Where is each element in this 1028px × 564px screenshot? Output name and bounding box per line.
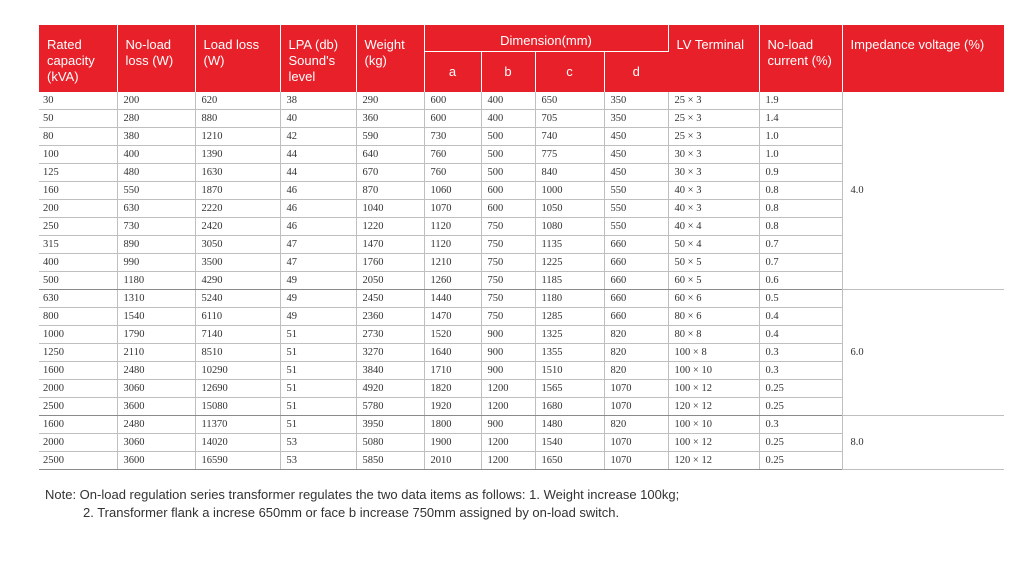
- cell-lpa: 49: [280, 307, 356, 325]
- cell-dim-c: 1050: [535, 199, 604, 217]
- cell-dim-d: 450: [604, 127, 668, 145]
- cell-lpa: 42: [280, 127, 356, 145]
- cell-dim-d: 1070: [604, 379, 668, 397]
- cell-load-loss: 1390: [195, 145, 280, 163]
- cell-dim-d: 660: [604, 253, 668, 271]
- cell-lv-terminal: 100 × 10: [668, 415, 759, 433]
- header-lpa: LPA (db) Sound's level: [280, 25, 356, 92]
- cell-rated-capacity: 500: [39, 271, 117, 289]
- cell-dim-a: 1120: [424, 235, 481, 253]
- cell-rated-capacity: 2500: [39, 397, 117, 415]
- cell-rated-capacity: 315: [39, 235, 117, 253]
- header-load-loss: Load loss (W): [195, 25, 280, 92]
- cell-lv-terminal: 100 × 8: [668, 343, 759, 361]
- cell-dim-b: 1200: [481, 379, 535, 397]
- cell-load-loss: 1210: [195, 127, 280, 145]
- cell-dim-b: 600: [481, 181, 535, 199]
- cell-dim-a: 600: [424, 109, 481, 127]
- cell-dim-c: 1225: [535, 253, 604, 271]
- cell-no-load-loss: 550: [117, 181, 195, 199]
- cell-dim-c: 1285: [535, 307, 604, 325]
- cell-no-load-current: 1.4: [759, 109, 842, 127]
- cell-dim-c: 705: [535, 109, 604, 127]
- cell-rated-capacity: 630: [39, 289, 117, 307]
- cell-weight: 3840: [356, 361, 424, 379]
- cell-no-load-loss: 1310: [117, 289, 195, 307]
- cell-lpa: 46: [280, 181, 356, 199]
- cell-rated-capacity: 1600: [39, 361, 117, 379]
- cell-dim-a: 1820: [424, 379, 481, 397]
- cell-dim-b: 500: [481, 163, 535, 181]
- cell-dim-b: 900: [481, 325, 535, 343]
- cell-no-load-current: 1.0: [759, 145, 842, 163]
- cell-dim-b: 750: [481, 271, 535, 289]
- cell-no-load-loss: 2110: [117, 343, 195, 361]
- cell-no-load-current: 0.7: [759, 235, 842, 253]
- cell-dim-a: 760: [424, 145, 481, 163]
- cell-lpa: 53: [280, 433, 356, 451]
- cell-dim-c: 1510: [535, 361, 604, 379]
- cell-dim-c: 1000: [535, 181, 604, 199]
- cell-lv-terminal: 100 × 10: [668, 361, 759, 379]
- cell-dim-c: 1540: [535, 433, 604, 451]
- cell-lv-terminal: 60 × 5: [668, 271, 759, 289]
- header-dim-a: a: [424, 51, 481, 92]
- cell-load-loss: 5240: [195, 289, 280, 307]
- cell-dim-b: 750: [481, 289, 535, 307]
- cell-dim-b: 1200: [481, 433, 535, 451]
- cell-dim-a: 1800: [424, 415, 481, 433]
- cell-no-load-loss: 890: [117, 235, 195, 253]
- cell-no-load-loss: 1790: [117, 325, 195, 343]
- cell-impedance-voltage: 8.0: [842, 415, 1004, 469]
- cell-lv-terminal: 30 × 3: [668, 145, 759, 163]
- cell-lv-terminal: 25 × 3: [668, 92, 759, 110]
- cell-no-load-current: 0.3: [759, 361, 842, 379]
- cell-lv-terminal: 25 × 3: [668, 109, 759, 127]
- footnote-line-2: 2. Transformer flank a increse 650mm or face b increase 750mm assigned by on-load switch.: [83, 505, 620, 520]
- cell-rated-capacity: 250: [39, 217, 117, 235]
- cell-weight: 2360: [356, 307, 424, 325]
- cell-lv-terminal: 100 × 12: [668, 379, 759, 397]
- cell-weight: 2050: [356, 271, 424, 289]
- cell-no-load-current: 1.0: [759, 127, 842, 145]
- cell-no-load-current: 0.4: [759, 325, 842, 343]
- cell-weight: 870: [356, 181, 424, 199]
- cell-no-load-current: 0.8: [759, 199, 842, 217]
- cell-load-loss: 6110: [195, 307, 280, 325]
- cell-weight: 3270: [356, 343, 424, 361]
- cell-no-load-loss: 3060: [117, 433, 195, 451]
- cell-dim-a: 760: [424, 163, 481, 181]
- cell-no-load-loss: 2480: [117, 415, 195, 433]
- cell-dim-d: 350: [604, 92, 668, 110]
- cell-lpa: 47: [280, 235, 356, 253]
- cell-load-loss: 2420: [195, 217, 280, 235]
- cell-no-load-loss: 3060: [117, 379, 195, 397]
- table-row: [39, 92, 1004, 110]
- cell-lv-terminal: 120 × 12: [668, 397, 759, 415]
- cell-dim-b: 900: [481, 361, 535, 379]
- cell-weight: 1470: [356, 235, 424, 253]
- cell-dim-b: 500: [481, 127, 535, 145]
- cell-rated-capacity: 30: [39, 92, 117, 110]
- cell-dim-d: 450: [604, 163, 668, 181]
- cell-lpa: 51: [280, 343, 356, 361]
- cell-dim-c: 1680: [535, 397, 604, 415]
- cell-impedance-voltage: 4.0: [842, 92, 1004, 290]
- cell-dim-a: 1060: [424, 181, 481, 199]
- cell-dim-d: 550: [604, 181, 668, 199]
- cell-dim-a: 2010: [424, 451, 481, 469]
- cell-load-loss: 2220: [195, 199, 280, 217]
- cell-dim-c: 1080: [535, 217, 604, 235]
- cell-lv-terminal: 80 × 6: [668, 307, 759, 325]
- cell-lpa: 51: [280, 397, 356, 415]
- cell-dim-c: 1480: [535, 415, 604, 433]
- cell-load-loss: 1630: [195, 163, 280, 181]
- cell-dim-d: 660: [604, 307, 668, 325]
- cell-load-loss: 15080: [195, 397, 280, 415]
- cell-lpa: 38: [280, 92, 356, 110]
- cell-lv-terminal: 50 × 5: [668, 253, 759, 271]
- cell-dim-b: 600: [481, 199, 535, 217]
- cell-dim-c: 775: [535, 145, 604, 163]
- cell-dim-b: 750: [481, 217, 535, 235]
- cell-weight: 2450: [356, 289, 424, 307]
- cell-dim-b: 400: [481, 109, 535, 127]
- cell-dim-d: 660: [604, 271, 668, 289]
- cell-load-loss: 3500: [195, 253, 280, 271]
- header-dimension: Dimension(mm): [424, 25, 668, 51]
- cell-dim-b: 750: [481, 307, 535, 325]
- cell-lv-terminal: 30 × 3: [668, 163, 759, 181]
- cell-no-load-current: 0.8: [759, 217, 842, 235]
- cell-rated-capacity: 125: [39, 163, 117, 181]
- cell-dim-b: 500: [481, 145, 535, 163]
- cell-dim-b: 1200: [481, 451, 535, 469]
- cell-dim-d: 820: [604, 415, 668, 433]
- cell-dim-d: 550: [604, 199, 668, 217]
- table-row: [39, 415, 1004, 433]
- cell-rated-capacity: 50: [39, 109, 117, 127]
- cell-lpa: 44: [280, 145, 356, 163]
- cell-rated-capacity: 2000: [39, 433, 117, 451]
- cell-rated-capacity: 400: [39, 253, 117, 271]
- cell-weight: 590: [356, 127, 424, 145]
- cell-lpa: 46: [280, 199, 356, 217]
- cell-lv-terminal: 50 × 4: [668, 235, 759, 253]
- cell-dim-b: 1200: [481, 397, 535, 415]
- cell-weight: 5080: [356, 433, 424, 451]
- cell-dim-a: 1440: [424, 289, 481, 307]
- cell-no-load-current: 0.7: [759, 253, 842, 271]
- cell-lpa: 46: [280, 217, 356, 235]
- cell-dim-b: 750: [481, 253, 535, 271]
- cell-dim-a: 1210: [424, 253, 481, 271]
- cell-rated-capacity: 200: [39, 199, 117, 217]
- cell-dim-b: 400: [481, 92, 535, 110]
- cell-rated-capacity: 1600: [39, 415, 117, 433]
- cell-lpa: 40: [280, 109, 356, 127]
- cell-load-loss: 7140: [195, 325, 280, 343]
- cell-dim-b: 900: [481, 415, 535, 433]
- cell-rated-capacity: 1000: [39, 325, 117, 343]
- cell-rated-capacity: 1250: [39, 343, 117, 361]
- cell-no-load-current: 0.3: [759, 415, 842, 433]
- cell-lv-terminal: 100 × 12: [668, 433, 759, 451]
- cell-rated-capacity: 160: [39, 181, 117, 199]
- cell-weight: 1220: [356, 217, 424, 235]
- cell-dim-d: 1070: [604, 433, 668, 451]
- cell-lpa: 51: [280, 325, 356, 343]
- cell-lv-terminal: 80 × 8: [668, 325, 759, 343]
- header-rated-capacity: Rated capacity (kVA): [39, 25, 117, 92]
- cell-lpa: 51: [280, 361, 356, 379]
- cell-dim-a: 1900: [424, 433, 481, 451]
- cell-dim-a: 1710: [424, 361, 481, 379]
- cell-load-loss: 4290: [195, 271, 280, 289]
- transformer-spec-table: [39, 25, 1004, 470]
- cell-load-loss: 12690: [195, 379, 280, 397]
- cell-no-load-current: 0.5: [759, 289, 842, 307]
- cell-weight: 1760: [356, 253, 424, 271]
- cell-dim-d: 1070: [604, 451, 668, 469]
- cell-load-loss: 11370: [195, 415, 280, 433]
- cell-load-loss: 1870: [195, 181, 280, 199]
- cell-weight: 670: [356, 163, 424, 181]
- cell-no-load-loss: 3600: [117, 451, 195, 469]
- cell-dim-a: 1120: [424, 217, 481, 235]
- cell-dim-d: 660: [604, 235, 668, 253]
- cell-rated-capacity: 80: [39, 127, 117, 145]
- header-dim-c: c: [535, 51, 604, 92]
- cell-lv-terminal: 40 × 4: [668, 217, 759, 235]
- header-weight: Weight (kg): [356, 25, 424, 92]
- cell-no-load-current: 0.4: [759, 307, 842, 325]
- cell-dim-c: 1565: [535, 379, 604, 397]
- cell-lpa: 51: [280, 415, 356, 433]
- cell-weight: 360: [356, 109, 424, 127]
- cell-weight: 2730: [356, 325, 424, 343]
- header-lv-terminal: LV Terminal: [668, 25, 759, 92]
- cell-no-load-loss: 480: [117, 163, 195, 181]
- cell-rated-capacity: 2000: [39, 379, 117, 397]
- cell-no-load-loss: 630: [117, 199, 195, 217]
- cell-rated-capacity: 800: [39, 307, 117, 325]
- cell-load-loss: 8510: [195, 343, 280, 361]
- cell-dim-c: 1325: [535, 325, 604, 343]
- cell-weight: 290: [356, 92, 424, 110]
- cell-impedance-voltage: 6.0: [842, 289, 1004, 415]
- cell-no-load-current: 0.25: [759, 433, 842, 451]
- header-no-load-loss: No-load loss (W): [117, 25, 195, 92]
- cell-dim-d: 450: [604, 145, 668, 163]
- cell-dim-c: 840: [535, 163, 604, 181]
- cell-lpa: 49: [280, 271, 356, 289]
- cell-weight: 1040: [356, 199, 424, 217]
- spec-table-container: [39, 25, 1004, 470]
- cell-dim-a: 1070: [424, 199, 481, 217]
- cell-lpa: 51: [280, 379, 356, 397]
- cell-no-load-current: 0.9: [759, 163, 842, 181]
- cell-no-load-current: 0.25: [759, 379, 842, 397]
- cell-dim-a: 1260: [424, 271, 481, 289]
- cell-dim-b: 750: [481, 235, 535, 253]
- cell-dim-d: 820: [604, 361, 668, 379]
- cell-dim-c: 1185: [535, 271, 604, 289]
- cell-no-load-current: 1.9: [759, 92, 842, 110]
- cell-no-load-loss: 400: [117, 145, 195, 163]
- cell-no-load-loss: 730: [117, 217, 195, 235]
- header-no-load-current: No-load current (%): [759, 25, 842, 92]
- cell-no-load-loss: 200: [117, 92, 195, 110]
- cell-dim-c: 1180: [535, 289, 604, 307]
- footnote: [45, 486, 1005, 522]
- cell-dim-d: 660: [604, 289, 668, 307]
- cell-dim-b: 900: [481, 343, 535, 361]
- cell-weight: 3950: [356, 415, 424, 433]
- cell-dim-d: 820: [604, 343, 668, 361]
- cell-dim-c: 740: [535, 127, 604, 145]
- cell-dim-a: 1640: [424, 343, 481, 361]
- cell-dim-c: 650: [535, 92, 604, 110]
- cell-rated-capacity: 2500: [39, 451, 117, 469]
- cell-weight: 4920: [356, 379, 424, 397]
- header-impedance-voltage: Impedance voltage (%): [842, 25, 1004, 92]
- cell-no-load-current: 0.25: [759, 451, 842, 469]
- header-dim-d: d: [604, 51, 668, 92]
- table-body: [39, 92, 1004, 470]
- cell-load-loss: 620: [195, 92, 280, 110]
- cell-no-load-loss: 990: [117, 253, 195, 271]
- cell-dim-c: 1355: [535, 343, 604, 361]
- cell-no-load-current: 0.3: [759, 343, 842, 361]
- cell-lv-terminal: 40 × 3: [668, 199, 759, 217]
- cell-no-load-current: 0.25: [759, 397, 842, 415]
- cell-weight: 5850: [356, 451, 424, 469]
- cell-lpa: 49: [280, 289, 356, 307]
- cell-dim-d: 1070: [604, 397, 668, 415]
- cell-dim-a: 1470: [424, 307, 481, 325]
- header-dim-b: b: [481, 51, 535, 92]
- cell-load-loss: 3050: [195, 235, 280, 253]
- cell-dim-c: 1650: [535, 451, 604, 469]
- cell-weight: 640: [356, 145, 424, 163]
- cell-load-loss: 14020: [195, 433, 280, 451]
- cell-no-load-loss: 3600: [117, 397, 195, 415]
- cell-lv-terminal: 60 × 6: [668, 289, 759, 307]
- cell-lpa: 44: [280, 163, 356, 181]
- cell-load-loss: 16590: [195, 451, 280, 469]
- table-header: [39, 25, 1004, 92]
- cell-rated-capacity: 100: [39, 145, 117, 163]
- cell-dim-d: 350: [604, 109, 668, 127]
- cell-dim-d: 550: [604, 217, 668, 235]
- cell-no-load-loss: 1180: [117, 271, 195, 289]
- cell-no-load-loss: 1540: [117, 307, 195, 325]
- cell-dim-a: 730: [424, 127, 481, 145]
- cell-no-load-loss: 2480: [117, 361, 195, 379]
- table-row: [39, 289, 1004, 307]
- cell-lv-terminal: 25 × 3: [668, 127, 759, 145]
- cell-no-load-current: 0.8: [759, 181, 842, 199]
- cell-weight: 5780: [356, 397, 424, 415]
- cell-dim-c: 1135: [535, 235, 604, 253]
- footnote-line-1: Note: On-load regulation series transformer regulates the two data items as follows: 1. Weight increase 100kg;: [45, 487, 680, 502]
- cell-dim-a: 1920: [424, 397, 481, 415]
- cell-no-load-loss: 280: [117, 109, 195, 127]
- cell-dim-a: 1520: [424, 325, 481, 343]
- cell-load-loss: 10290: [195, 361, 280, 379]
- cell-lv-terminal: 40 × 3: [668, 181, 759, 199]
- cell-dim-d: 820: [604, 325, 668, 343]
- cell-lpa: 53: [280, 451, 356, 469]
- cell-dim-a: 600: [424, 92, 481, 110]
- cell-no-load-current: 0.6: [759, 271, 842, 289]
- cell-load-loss: 880: [195, 109, 280, 127]
- cell-lv-terminal: 120 × 12: [668, 451, 759, 469]
- cell-lpa: 47: [280, 253, 356, 271]
- cell-no-load-loss: 380: [117, 127, 195, 145]
